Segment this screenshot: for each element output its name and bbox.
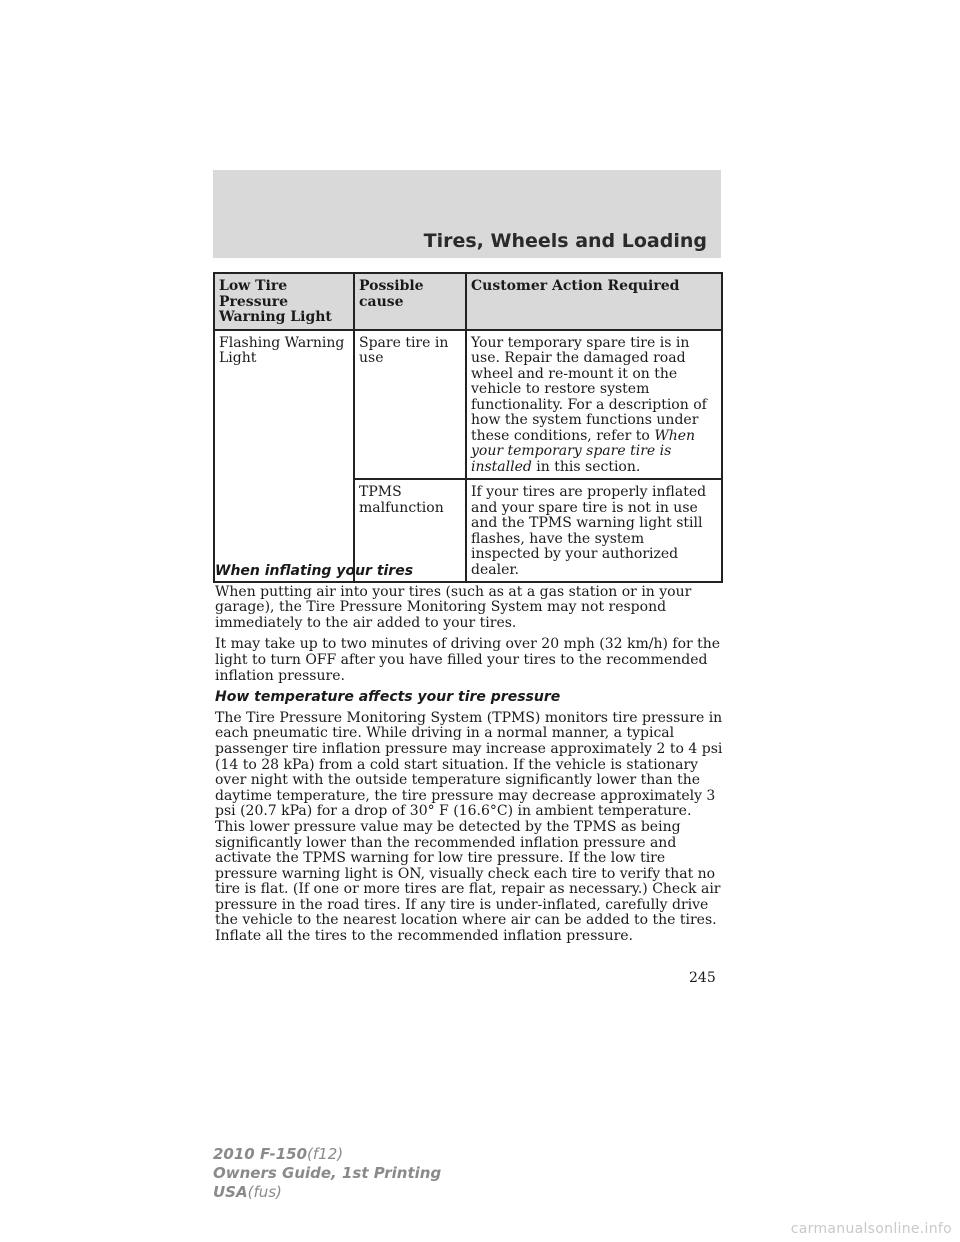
footer-model-code: (f12) — [307, 1145, 344, 1163]
cell-warning-light: Flashing Warning Light — [214, 330, 354, 583]
column-header-light: Low Tire Pressure Warning Light — [214, 273, 354, 330]
action-text-tail: in this section. — [531, 458, 641, 475]
watermark: carmanualsonline.info — [790, 1221, 952, 1237]
paragraph: The Tire Pressure Monitoring System (TPMS) monitors tire pressure in each pneumatic tire. While driving in a normal manner, a typical passenger tire inflation pressure may increase approximately 2 to 4 psi (14 to 28 kPa) from a cold start situation. If the vehicle is stationary over night with the outside temperature significantly lower than the daytime temperature, the tire pressure may decrease approximately 3 psi (20.7 kPa) for a drop of 30° F (16.6°C) in ambient temperature. This lower pressure value may be detected by the TPMS as being significantly lower than the recommended inflation pressure and activate the TPMS warning for low tire pressure. If the low tire pressure warning light is ON, visually check each tire to verify that no tire is flat. (If one or more tires are flat, repair as necessary.) Check air pressure in the road tires. If any tire is under-inflated, carefully drive the vehicle to the nearest location where air can be added to the tires. Inflate all the tires to the recommended inflation pressure. — [215, 709, 723, 945]
table-row — [214, 330, 722, 480]
heading-temperature: How temperature affects your tire pressure — [215, 689, 561, 706]
footer-model: 2010 F-150 — [213, 1145, 308, 1163]
heading-inflating: When inflating your tires — [215, 563, 414, 579]
section-header-band — [213, 170, 721, 258]
cell-cause: TPMS malfunction — [354, 479, 466, 582]
paragraph: When putting air into your tires (such as at a gas station or in your garage), the Tire Pressure Monitoring System may not respond immediately to the air added to your tires. — [215, 583, 692, 631]
table-header-row — [214, 273, 722, 330]
body-content — [215, 564, 725, 951]
cell-action — [466, 330, 722, 480]
cell-cause: Spare tire in use — [354, 330, 466, 480]
warning-light-table — [213, 272, 723, 583]
footer-imprint — [213, 1145, 441, 1202]
section-title: Tires, Wheels and Loading — [423, 230, 707, 252]
paragraph: It may take up to two minutes of driving over 20 mph (32 km/h) for the light to turn OFF after you have filled your tires to the recommended inflation pressure. — [215, 636, 721, 684]
footer-region: USA — [213, 1183, 248, 1201]
page-number: 245 — [689, 970, 716, 986]
footer-guide: Owners Guide, 1st Printing — [213, 1164, 442, 1182]
cell-action: If your tires are properly inflated and your spare tire is not in use and the TPMS warning light still flashes, have the system inspected by your authorized dealer. — [466, 479, 722, 582]
cross-reference: When your temporary spare tire is installed — [471, 427, 696, 475]
column-header-cause: Possible cause — [354, 273, 466, 330]
action-text: Your temporary spare tire is in use. Repair the damaged road wheel and re-mount it on the vehicle to restore system functionality. For a description of how the system functions under these conditions, refer to — [471, 334, 707, 444]
footer-region-code: (fus) — [247, 1183, 282, 1201]
footer-line-region — [213, 1183, 441, 1202]
column-header-action: Customer Action Required — [466, 273, 722, 330]
footer-line-model — [213, 1145, 441, 1164]
